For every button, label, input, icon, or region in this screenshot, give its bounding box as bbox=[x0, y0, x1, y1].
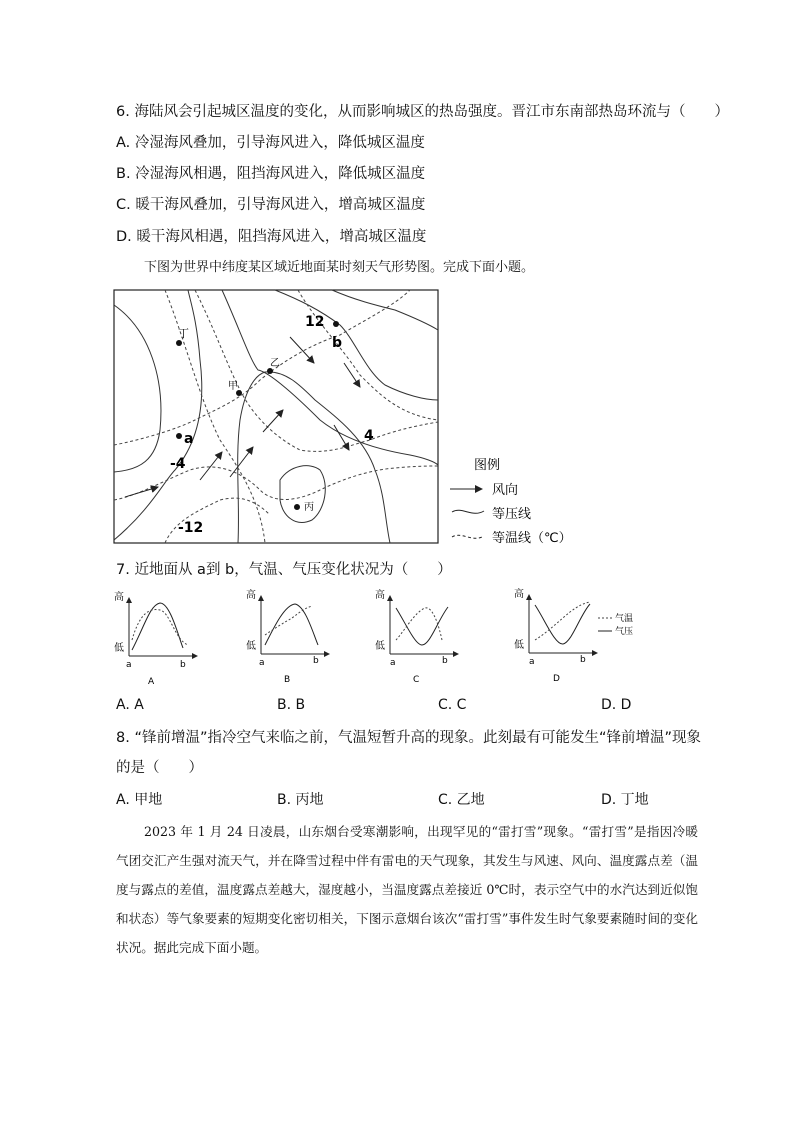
graph-d bbox=[514, 587, 633, 684]
graph-b bbox=[246, 588, 329, 685]
label-neg4: -4 bbox=[170, 456, 186, 472]
wind-arrow bbox=[290, 337, 314, 363]
svg-text:A: A bbox=[148, 677, 155, 687]
map-intro: 下图为世界中纬度某区域近地面某时刻天气形势图。完成下面小题。 bbox=[144, 260, 535, 275]
svg-text:b: b bbox=[313, 656, 319, 666]
svg-text:气压: 气压 bbox=[615, 627, 634, 637]
wind-arrow bbox=[334, 425, 349, 450]
wind-arrow bbox=[344, 363, 360, 387]
weather-map bbox=[0, 285, 794, 555]
wind-arrow bbox=[230, 447, 253, 477]
q8-stem-line1: 8. “锋前增温”指冷空气来临之前，气温短暂升高的现象。此刻最有可能发生“锋前增温”现象 bbox=[116, 730, 701, 746]
isotherms bbox=[114, 290, 438, 543]
q7-graphs bbox=[0, 585, 794, 695]
svg-text:气温: 气温 bbox=[615, 614, 634, 624]
point-bing bbox=[294, 504, 300, 510]
q8-option-b[interactable]: B. 丙地 bbox=[277, 792, 324, 808]
wind-arrow bbox=[263, 410, 283, 432]
legend-isobar: 等压线 bbox=[492, 507, 532, 522]
label-ding: 丁 bbox=[178, 327, 189, 340]
svg-text:a: a bbox=[126, 660, 132, 670]
graph-c bbox=[375, 588, 458, 685]
q7-option-c[interactable]: C. C bbox=[438, 697, 467, 713]
legend-isobar-icon bbox=[452, 510, 484, 513]
wind-arrow bbox=[125, 487, 158, 497]
svg-text:b: b bbox=[580, 655, 586, 665]
q7-option-d[interactable]: D. D bbox=[601, 697, 632, 713]
q6-option-b[interactable]: B. 冷湿海风相遇，阻挡海风进入，降低城区温度 bbox=[116, 166, 426, 182]
svg-text:低: 低 bbox=[514, 640, 524, 651]
svg-text:高: 高 bbox=[514, 589, 524, 600]
label-a: a bbox=[184, 431, 194, 447]
legend-isotherm: 等温线（℃） bbox=[492, 531, 572, 546]
svg-text:a: a bbox=[259, 658, 265, 668]
q7-stem: 7. 近地面从 a到 b，气温、气压变化状况为（ ） bbox=[116, 562, 452, 578]
map-frame bbox=[114, 290, 438, 543]
svg-text:高: 高 bbox=[114, 592, 124, 603]
label-neg12: -12 bbox=[178, 520, 204, 536]
svg-text:b: b bbox=[180, 660, 186, 670]
label-bing: 丙 bbox=[304, 502, 314, 513]
wind-arrow bbox=[200, 452, 222, 480]
svg-text:低: 低 bbox=[246, 641, 256, 652]
label-jia: 甲 bbox=[228, 381, 238, 392]
q6-option-a[interactable]: A. 冷湿海风叠加，引导海风进入，降低城区温度 bbox=[116, 135, 425, 151]
snow-thunder-passage: 2023 年 1 月 24 日凌晨，山东烟台受寒潮影响，出现罕见的“雷打雪”现象。“雷打雪”是指因冷暖气团交汇产生强对流天气，并在降雪过程中伴有雷电的天气现象，其发生与风速、风向、温度露点差（温度与露点的差值，温度露点差越大，湿度越小，当温度露点差接近 0℃时，表示空气中的水汽达到近似饱和状态）等气象要素的短期变化密切相关，下图示意烟台该次“雷打雪”事件发生时气象要素随时间的变化状况。据此完成下面小题。 bbox=[116, 824, 698, 955]
svg-text:低: 低 bbox=[375, 641, 385, 652]
svg-text:a: a bbox=[529, 657, 535, 667]
q8-option-a[interactable]: A. 甲地 bbox=[116, 792, 163, 808]
q6-stem: 6. 海陆风会引起城区温度的变化，从而影响城区的热岛强度。晋江市东南部热岛环流与（ ） bbox=[116, 104, 729, 120]
q7-option-b[interactable]: B. B bbox=[277, 697, 306, 713]
svg-text:高: 高 bbox=[246, 590, 256, 601]
legend-isotherm-icon bbox=[452, 535, 484, 538]
point-a bbox=[176, 433, 182, 439]
point-b bbox=[333, 321, 339, 327]
map-points bbox=[176, 321, 339, 510]
graph-a bbox=[114, 590, 197, 687]
map-legend bbox=[450, 458, 572, 546]
point-ding bbox=[176, 340, 182, 346]
q7-option-a[interactable]: A. A bbox=[116, 697, 144, 713]
q6-option-d[interactable]: D. 暖干海风相遇，阻挡海风进入，增高城区温度 bbox=[116, 229, 427, 245]
q8-option-c[interactable]: C. 乙地 bbox=[438, 792, 485, 808]
svg-text:C: C bbox=[413, 675, 420, 685]
svg-text:D: D bbox=[553, 674, 560, 684]
isobars bbox=[114, 290, 438, 543]
label-b: b bbox=[332, 335, 343, 351]
q8-option-d[interactable]: D. 丁地 bbox=[601, 792, 649, 808]
wind-arrows bbox=[125, 337, 360, 497]
svg-text:a: a bbox=[390, 658, 396, 668]
svg-text:B: B bbox=[284, 675, 291, 685]
label-12: 12 bbox=[305, 314, 325, 330]
legend-title: 图例 bbox=[474, 458, 501, 473]
q6-option-c[interactable]: C. 暖干海风叠加，引导海风进入，增高城区温度 bbox=[116, 197, 426, 213]
svg-text:高: 高 bbox=[375, 590, 385, 601]
legend-wind: 风向 bbox=[492, 483, 519, 498]
svg-text:b: b bbox=[442, 656, 448, 666]
label-4: 4 bbox=[364, 428, 374, 444]
svg-text:低: 低 bbox=[114, 643, 124, 654]
q8-stem-line2: 的是（ ） bbox=[116, 760, 203, 776]
label-yi: 乙 bbox=[270, 358, 280, 369]
